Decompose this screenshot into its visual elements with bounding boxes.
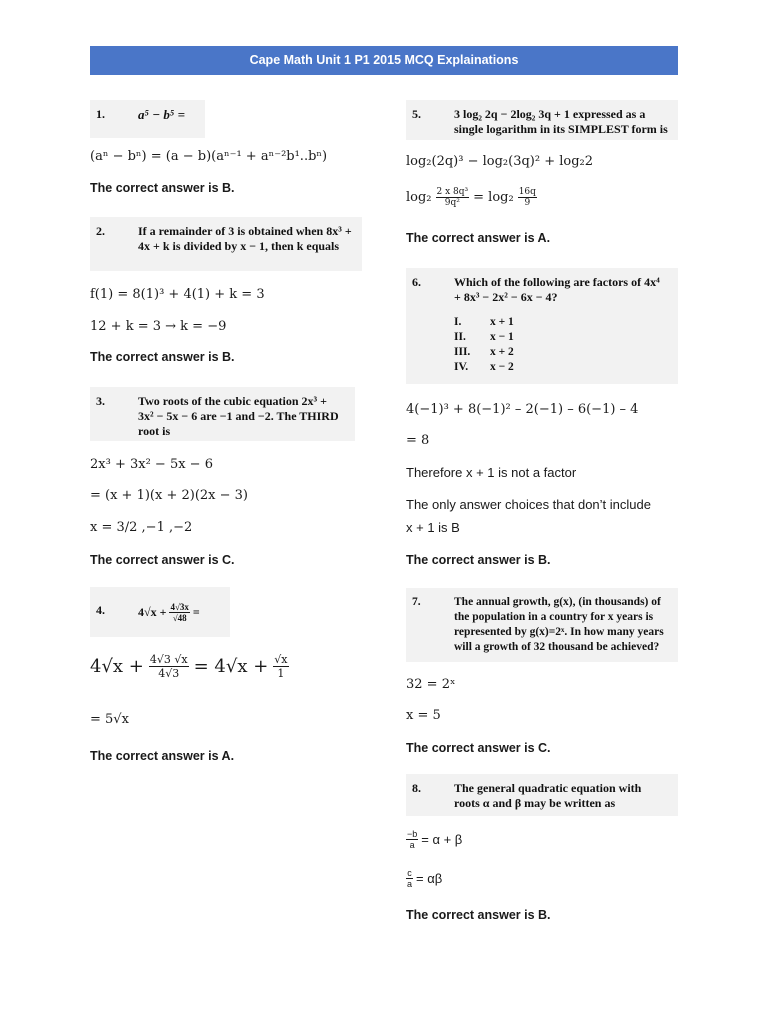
fraction-denominator: 9 [524, 198, 531, 208]
question-2-image [90, 217, 362, 271]
question-text: 3 log₂ 2q − 2log₂ 3q + 1 expressed as a single logarithm in its SIMPLEST form is [454, 107, 668, 136]
q3-working-line-1: 2x³ + 3x² − 5x − 6 [90, 457, 213, 472]
question-text: If a remainder of 3 is obtained when 8x³ + 4x + k is divided by x − 1, then k equals [138, 224, 352, 253]
fraction-numerator: −b [407, 829, 418, 839]
q5-working-line-2 [406, 187, 537, 208]
fraction-denominator: 9q² [444, 198, 460, 208]
question-6-image [406, 268, 678, 384]
fraction-numerator: √x [274, 653, 288, 666]
q6-answer: The correct answer is B. [406, 553, 551, 567]
question-number: 7. [412, 596, 421, 608]
q6-option [454, 315, 668, 330]
option-expression: x + 2 [490, 346, 514, 358]
question-number: 3. [96, 394, 105, 408]
left-column [90, 0, 380, 1024]
q6-working-line-2: = 8 [406, 433, 430, 448]
fraction-numerator: 4√3 √x [149, 653, 188, 666]
option-expression: x − 1 [490, 331, 514, 343]
q4-term-a: 4√x + [90, 656, 144, 677]
q8-working-line-1 [406, 829, 462, 850]
q7-working-line-2: x = 5 [406, 708, 441, 723]
page-title: Cape Math Unit 1 P1 2015 MCQ Explainations [90, 46, 678, 75]
fraction-numerator: 2 x 8q³ [436, 187, 469, 197]
q3-working-line-3: x = 3/2 ,−1 ,−2 [90, 520, 193, 535]
fraction-denominator: 4√3 [158, 667, 180, 680]
question-5-image [406, 100, 678, 140]
q4-term: 4√x + [138, 605, 167, 619]
option-numeral: IV. [454, 361, 469, 373]
q8-product: = αβ [416, 871, 443, 886]
q3-working-line-2: = (x + 1)(x + 2)(2x − 3) [90, 488, 249, 503]
right-column [406, 0, 686, 1024]
q4-fraction-2 [273, 653, 288, 680]
fraction-numerator: 4√3x [170, 602, 189, 612]
question-7-image [406, 588, 678, 662]
q2-working-line-1: f(1) = 8(1)³ + 4(1) + k = 3 [90, 287, 265, 302]
q8-fraction-1 [406, 829, 418, 850]
q6-working-line-3: Therefore x + 1 is not a factor [406, 465, 577, 480]
q4-working-line-2: = 5√x [90, 712, 129, 727]
q7-answer: The correct answer is C. [406, 741, 551, 755]
q4-fraction-1 [149, 653, 189, 680]
question-text: Which of the following are factors of 4x⁴ + 8x³ − 2x² − 6x − 4? [454, 275, 660, 304]
question-3-image [90, 387, 355, 441]
q8-fraction-2 [406, 868, 413, 889]
q7-working-line-1: 32 = 2ˣ [406, 677, 456, 692]
question-text: Two roots of the cubic equation 2x³ + 3x² − 5x − 6 are −1 and −2. The THIRD root is [138, 394, 339, 438]
q4-working-line-1 [90, 653, 289, 680]
question-number: 2. [96, 224, 105, 238]
question-text: a⁵ − b⁵ = [138, 107, 186, 122]
question-number: 5. [412, 107, 421, 121]
q4-answer: The correct answer is A. [90, 749, 235, 763]
q4-equals: = [192, 605, 200, 619]
fraction-denominator: √48 [172, 613, 187, 623]
question-number: 4. [96, 603, 105, 617]
q5-log-b: = log₂ [473, 190, 514, 205]
fraction-numerator: 16q [518, 187, 536, 197]
q6-option [454, 360, 668, 375]
q8-working-line-2 [406, 868, 442, 889]
q6-option [454, 345, 668, 360]
q6-option [454, 330, 668, 345]
question-text [138, 602, 200, 623]
question-1-image [90, 100, 205, 138]
fraction-denominator: a [409, 840, 415, 850]
fraction-numerator: c [407, 868, 412, 878]
fraction-denominator: a [407, 879, 413, 889]
option-numeral: I. [454, 316, 462, 328]
question-text: The general quadratic equation with roots α and β may be written as [454, 781, 642, 810]
q1-answer: The correct answer is B. [90, 181, 235, 195]
question-text: The annual growth, g(x), (in thousands) of the population in a country for x years is represented by g(x)=2ˣ. In how many years will a growth of 32 thousand be achieved? [454, 596, 664, 653]
q8-sum: = α + β [421, 832, 463, 847]
q4-fraction [169, 602, 189, 623]
q2-answer: The correct answer is B. [90, 350, 235, 364]
option-numeral: II. [454, 331, 466, 343]
q1-working-line-1: (aⁿ − bⁿ) = (a − b)(aⁿ⁻¹ + aⁿ⁻²b¹..bⁿ) [90, 149, 328, 164]
q2-working-line-2: 12 + k = 3 → k = −9 [90, 319, 227, 334]
option-expression: x − 2 [490, 361, 514, 373]
question-number: 8. [412, 781, 421, 795]
q4-term-b: = 4√x + [193, 656, 269, 677]
q5-answer: The correct answer is A. [406, 231, 551, 245]
fraction-denominator: 1 [277, 667, 285, 680]
q6-working-line-4: The only answer choices that don’t include [406, 497, 651, 512]
question-number: 6. [412, 275, 421, 289]
q5-fraction-2 [518, 187, 537, 208]
q3-answer: The correct answer is C. [90, 553, 235, 567]
q5-working-line-1: log₂(2q)³ − log₂(3q)² + log₂2 [406, 154, 594, 169]
option-expression: x + 1 [490, 316, 514, 328]
q8-answer: The correct answer is B. [406, 908, 551, 922]
question-4-image [90, 587, 230, 637]
q6-working-line-5: x + 1 is B [406, 520, 460, 535]
question-number: 1. [96, 107, 105, 121]
option-numeral: III. [454, 346, 471, 358]
q5-log-a: log₂ [406, 190, 432, 205]
q6-working-line-1: 4(−1)³ + 8(−1)² – 2(−1) – 6(−1) – 4 [406, 402, 639, 417]
question-8-image [406, 774, 678, 816]
q5-fraction-1 [436, 187, 470, 208]
q6-options-list [454, 315, 668, 375]
